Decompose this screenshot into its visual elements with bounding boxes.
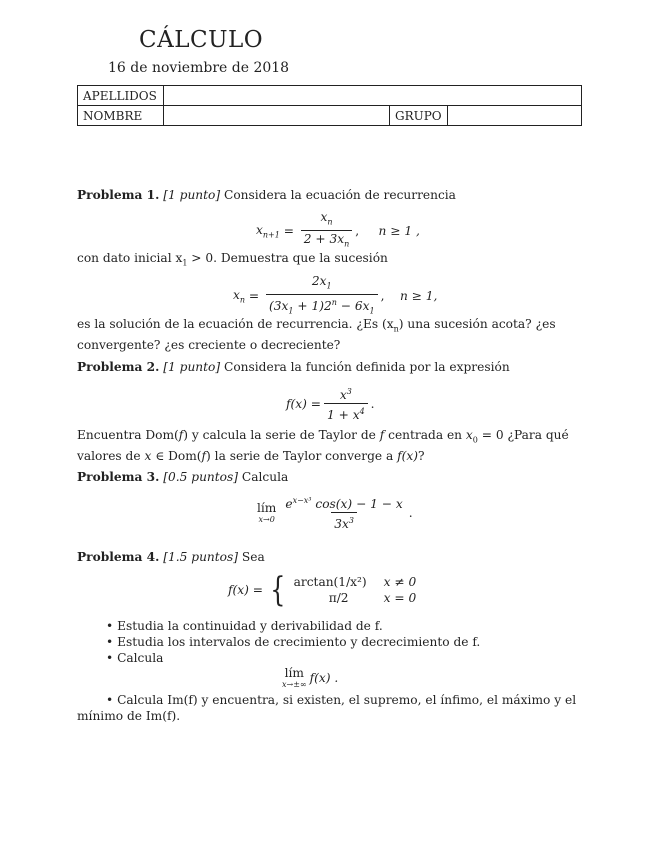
problem-3-statement: Problema 3. [0.5 puntos] Calcula xyxy=(77,470,289,484)
problem-2-question: Encuentra Dom(f) y calcula la serie de Taylor de f centrada en $x_0 = 0$ ¿Para qué valores de x ∈ Dom(f) la serie de Taylor converge a f(x)? xyxy=(77,428,569,464)
name-field[interactable] xyxy=(164,106,390,126)
problem-1-question: es la solución de la ecuación de recurrencia. ¿Es $(x_n)$ una sucesión acota? ¿es convergente? ¿es creciente o decreciente? xyxy=(77,317,556,353)
problem-1-initial-data: con dato inicial $x_1 > 0$. Demuestra que la sucesión xyxy=(77,251,388,268)
name-label: NOMBRE xyxy=(78,106,164,126)
problem-4-bullet-3: • Calcula xyxy=(106,651,164,665)
problem-4-limit: lím x→±∞ f(x) . xyxy=(282,666,339,689)
problem-1-equation-2: $x_n$ = $\frac{2x_1}{(3x_1 + 1)2^n - 6x_1}$ , n ≥ 1, xyxy=(233,274,437,319)
problem-3-equation: lím x→0 $\frac{e^{x-x^3} \cos(x) - 1 - x}{3x^3}$ . xyxy=(257,496,413,532)
problem-1-equation-1: $x_{n+1}$ = $\frac{x_n}{2 + 3x_n}$ , n ≥ 1 , xyxy=(256,210,420,252)
problem-4-bullet-2: • Estudia los intervalos de crecimiento y decrecimiento de f. xyxy=(106,635,481,649)
surname-field[interactable] xyxy=(164,86,582,106)
student-info-table xyxy=(77,85,582,126)
problem-2-statement: Problema 2. [1 punto] Considera la función definida por la expresión xyxy=(77,360,510,374)
group-field[interactable] xyxy=(448,106,582,126)
exam-title: CÁLCULO xyxy=(139,27,264,53)
problem-4-piecewise: f(x) = { arctan(1/x²) x ≠ 0 π/2 x = 0 xyxy=(228,570,417,610)
problem-4-statement: Problema 4. [1.5 puntos] Sea xyxy=(77,550,265,564)
problem-1-statement: Problema 1. [1 punto] Considera la ecuación de recurrencia xyxy=(77,188,456,202)
problem-4-bullet-1: • Estudia la continuidad y derivabilidad de f. xyxy=(106,619,383,633)
problem-4-bullet-4: • Calcula Im(f) y encuentra, si existen, el supremo, el ínfimo, el máximo y el mínimo de Im(f). xyxy=(77,693,577,723)
exam-date: 16 de noviembre de 2018 xyxy=(108,60,290,76)
problem-2-equation: f(x) = $\frac{x^3}{1 + x^4}$ . xyxy=(286,387,375,423)
surname-label: APELLIDOS xyxy=(78,86,164,106)
group-label: GRUPO xyxy=(390,106,448,126)
